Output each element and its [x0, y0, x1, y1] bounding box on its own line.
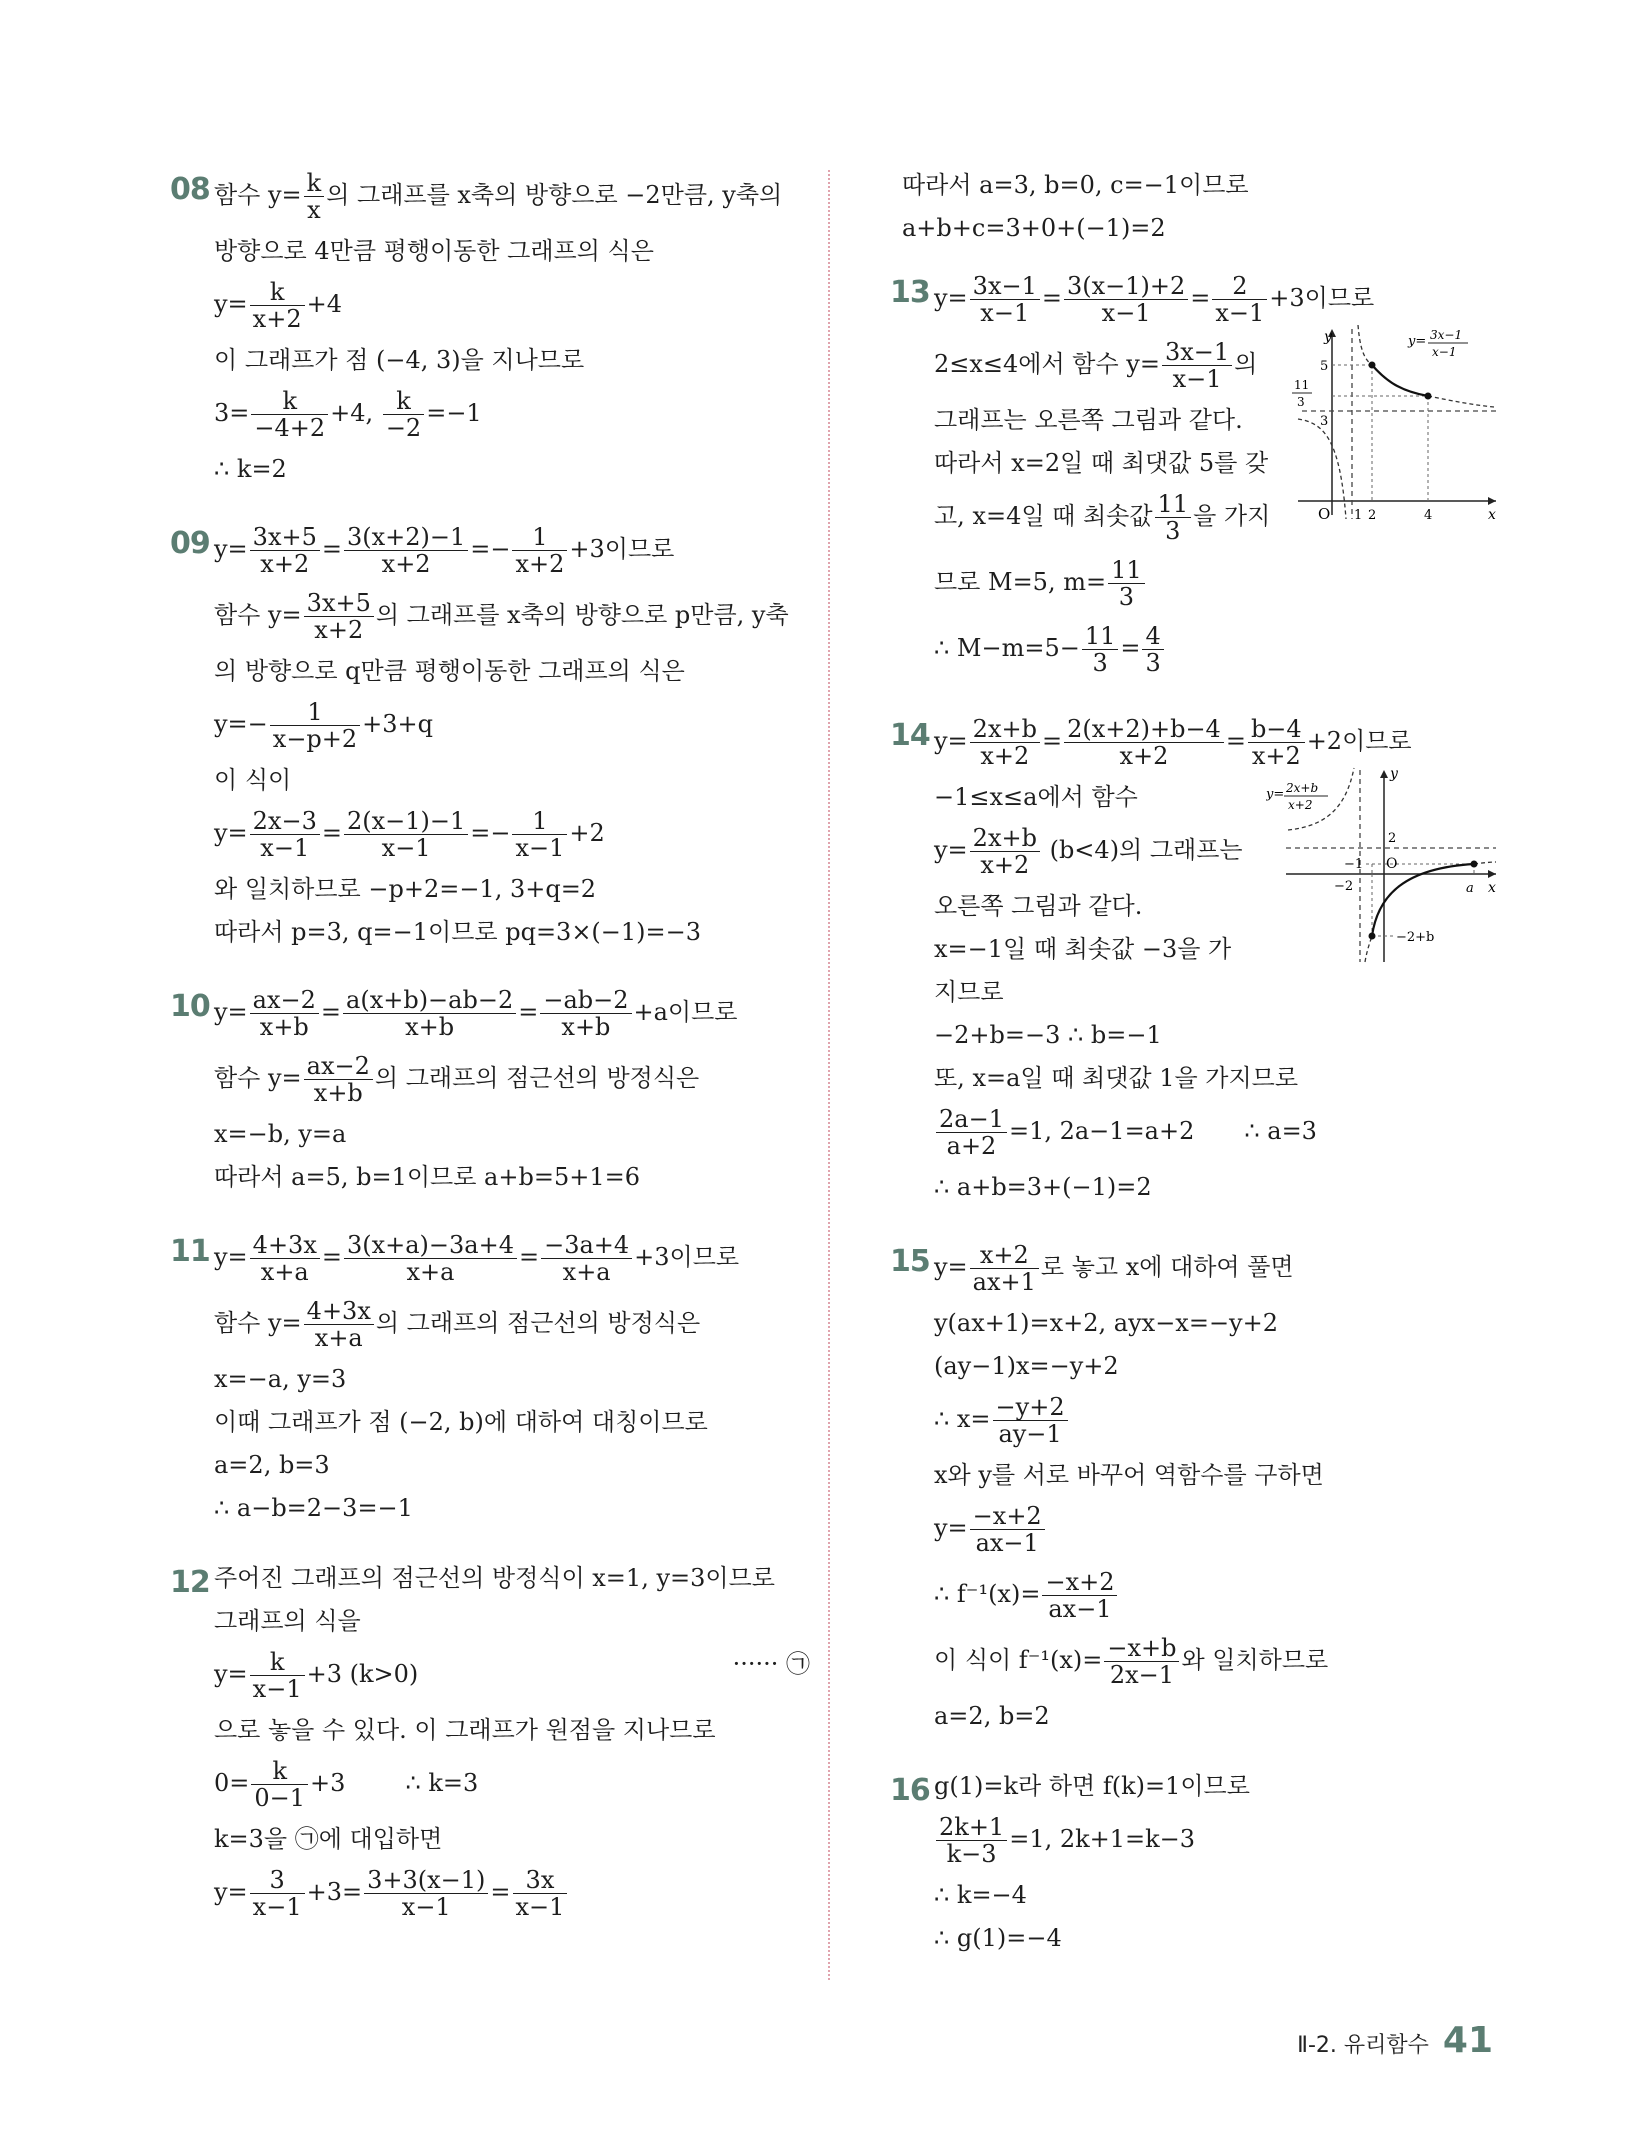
- section-label: Ⅱ-2. 유리함수: [1297, 2033, 1429, 2058]
- solution-line: x와 y를 서로 바꾸어 역함수를 구하면: [934, 1461, 1324, 1489]
- solution-line: −1≤x≤a에서 함수: [934, 783, 1138, 811]
- svg-text:O: O: [1386, 856, 1398, 872]
- left-column: [170, 170, 810, 1960]
- solution-line: 주어진 그래프의 점근선의 방정식이 x=1, y=3이므로: [214, 1564, 775, 1592]
- svg-text:1: 1: [1354, 508, 1363, 523]
- equation-tag: ······ ㉠: [732, 1650, 810, 1678]
- problem-16: [890, 1771, 1500, 1953]
- solution-line: 따라서 x=2일 때 최댓값 5를 갖: [934, 449, 1269, 477]
- right-column: [890, 170, 1500, 1993]
- fraction: $\frac{k}{x}$: [304, 170, 325, 223]
- svg-text:y: y: [1390, 766, 1398, 782]
- svg-text:2x+b: 2x+b: [1286, 781, 1319, 795]
- solution-line: 함수 y= $\frac{k}{x}$ 의 그래프를 x축의 방향으로 −2만큼, y축의: [214, 169, 783, 224]
- svg-text:5: 5: [1320, 359, 1329, 374]
- problem-15: [890, 1242, 1500, 1731]
- svg-text:a: a: [1466, 881, 1474, 896]
- curve-dash-lower: [1365, 936, 1372, 962]
- solution-line: ∴ M−m=5− $\frac{11}{3}$ = $\frac{4}{3}$: [934, 623, 1500, 676]
- problem-number: 13: [890, 275, 930, 310]
- problem-number: 11: [170, 1234, 210, 1269]
- solution-line: 또, x=a일 때 최댓값 1을 가지므로: [934, 1064, 1299, 1092]
- curve-dash-right: [1428, 396, 1494, 407]
- problem-08: [170, 170, 810, 484]
- solution-line: 방향으로 4만큼 평행이동한 그래프의 식은: [214, 237, 654, 265]
- solution-line: k=3을 ㉠에 대입하면: [214, 1825, 443, 1853]
- problem-number: 14: [890, 718, 930, 753]
- problem-number: 10: [170, 989, 210, 1024]
- solution-line: 따라서 p=3, q=−1이므로 pq=3×(−1)=−3: [214, 918, 702, 946]
- svg-text:y=: y=: [1266, 787, 1285, 802]
- solution-line: 이 그래프가 점 (−4, 3)을 지나므로: [214, 346, 585, 374]
- solution-line: 따라서 a=3, b=0, c=−1이므로: [902, 171, 1249, 199]
- solution-line: 함수 y= $\frac{4+3x}{x+a}$ 의 그래프의 점근선의 방정식은: [214, 1297, 701, 1352]
- page-footer: [1297, 2020, 1493, 2061]
- solution-line: y=− $\frac{1}{x-p+2}$ +3+q: [214, 698, 434, 753]
- svg-text:x: x: [1488, 880, 1496, 896]
- x-arrow-icon: [1488, 870, 1496, 878]
- solution-line: ∴ k=−4: [934, 1881, 1027, 1909]
- y-arrow-icon: [1380, 770, 1388, 778]
- solution-line: 3= $\frac{k}{-4+2}$ +4, $\frac{k}{-2}$ =−1: [214, 387, 482, 442]
- min-point: [1425, 393, 1432, 400]
- problem-number: 08: [170, 172, 210, 207]
- solution-line: $\frac{2k+1}{k-3}$ =1, 2k+1=k−3: [934, 1814, 1500, 1867]
- solution-line: a+b+c=3+0+(−1)=2: [902, 214, 1166, 242]
- column-divider: [828, 170, 830, 1980]
- solution-line: 으로 놓을 수 있다. 이 그래프가 원점을 지나므로: [214, 1716, 716, 1744]
- solution-line: ∴ f⁻¹(x)= $\frac{-x+2}{ax-1}$: [934, 1569, 1500, 1622]
- min-point: [1369, 933, 1376, 940]
- solution-line: 그래프의 식을: [214, 1607, 361, 1635]
- solution-line: y= $\frac{3x-1}{x-1}$ = $\frac{3(x-1)+2}{x-1}$ = $\frac{2}{x-1}$ +3이므로: [934, 272, 1375, 327]
- svg-text:11: 11: [1294, 378, 1310, 392]
- svg-text:3x−1: 3x−1: [1430, 328, 1463, 342]
- svg-text:2: 2: [1388, 831, 1397, 846]
- problem-number: 12: [170, 1565, 210, 1600]
- solution-line: 0= $\frac{k}{0-1}$ +3 ∴ k=3: [214, 1757, 479, 1812]
- solution-line: 이 식이 f⁻¹(x)= $\frac{-x+b}{2x-1}$ 와 일치하므로: [934, 1634, 1329, 1689]
- solution-line: y= $\frac{k}{x+2}$ +4: [214, 278, 342, 333]
- svg-text:2: 2: [1368, 508, 1377, 523]
- solution-line: −2+b=−3 ∴ b=−1: [934, 1021, 1162, 1049]
- curve-dash-upper: [1358, 325, 1372, 365]
- solution-line: 의 방향으로 q만큼 평행이동한 그래프의 식은: [214, 657, 685, 685]
- solution-line: y= $\frac{-x+2}{ax-1}$: [934, 1503, 1500, 1556]
- svg-text:3: 3: [1320, 414, 1329, 429]
- solution-line: 함수 y= $\frac{3x+5}{x+2}$ 의 그래프를 x축의 방향으로 p만큼, y축: [214, 589, 789, 644]
- solution-line: 따라서 a=5, b=1이므로 a+b=5+1=6: [214, 1163, 640, 1191]
- solution-line: 와 일치하므로 −p+2=−1, 3+q=2: [214, 875, 597, 903]
- solution-line: ∴ x= $\frac{-y+2}{ay-1}$: [934, 1394, 1500, 1447]
- problem-number: 16: [890, 1773, 930, 1808]
- svg-text:3: 3: [1297, 395, 1305, 409]
- problem-12: [170, 1563, 810, 1920]
- problem-09: [170, 524, 810, 947]
- graph-14: [1266, 764, 1498, 964]
- page-number: 41: [1442, 2020, 1493, 2061]
- solution-line: a=2, b=3: [214, 1451, 330, 1479]
- svg-text:x−1: x−1: [1432, 345, 1457, 359]
- solution-line: 2≤x≤4에서 함수 y= $\frac{3x-1}{x-1}$ 의: [934, 338, 1258, 393]
- solution-line: 므로 M=5, m= $\frac{11}{3}$: [934, 557, 1500, 610]
- solution-line: 이 식이: [214, 766, 292, 794]
- svg-text:x+2: x+2: [1288, 798, 1313, 812]
- solution-line: 함수 y= $\frac{ax-2}{x+b}$ 의 그래프의 점근선의 방정식은: [214, 1052, 700, 1107]
- max-point: [1369, 362, 1376, 369]
- svg-text:y: y: [1324, 329, 1332, 345]
- svg-text:−1: −1: [1344, 857, 1364, 872]
- continued-solution: [890, 170, 1500, 243]
- svg-text:y=: y=: [1408, 334, 1427, 349]
- solution-line: y= $\frac{k}{x-1}$ +3 (k>0) ······ ㉠: [214, 1648, 810, 1703]
- solution-line: y= $\frac{4+3x}{x+a}$ = $\frac{3(x+a)-3a+4}{x+a}$ = $\frac{-3a+4}{x+a}$ +3이므로: [214, 1231, 740, 1286]
- solution-line: y= $\frac{3x+5}{x+2}$ = $\frac{3(x+2)-1}{x+2}$ =− $\frac{1}{x+2}$ +3이므로: [214, 523, 675, 578]
- problem-13: [890, 273, 1500, 676]
- curve-segment: [1372, 365, 1428, 396]
- solution-line: y= $\frac{2x-3}{x-1}$ = $\frac{2(x-1)-1}{x-1}$ =− $\frac{1}{x-1}$ +2: [214, 807, 605, 862]
- solution-line: ∴ g(1)=−4: [934, 1924, 1062, 1952]
- solution-line: 고, x=4일 때 최솟값 $\frac{11}{3}$ 을 가지: [934, 490, 1271, 545]
- problem-10: [170, 987, 810, 1192]
- solution-line: y= $\frac{2x+b}{x+2}$ (b<4)의 그래프는: [934, 824, 1243, 879]
- solution-line: y= $\frac{2x+b}{x+2}$ = $\frac{2(x+2)+b-4}{x+2}$ = $\frac{b-4}{x+2}$ +2이므로: [934, 715, 1412, 770]
- solution-line: x=−b, y=a: [214, 1120, 347, 1148]
- curve-segment: [1372, 864, 1474, 936]
- svg-text:−2+b: −2+b: [1396, 930, 1435, 945]
- problem-number: 15: [890, 1244, 930, 1279]
- curve-dash-lower: [1298, 419, 1346, 519]
- solution-line: $\frac{2a-1}{a+2}$ =1, 2a−1=a+2 ∴ a=3: [934, 1106, 1500, 1159]
- solution-line: (ay−1)x=−y+2: [934, 1352, 1119, 1380]
- solution-line: ∴ a−b=2−3=−1: [214, 1494, 413, 1522]
- solution-line: x=−a, y=3: [214, 1365, 347, 1393]
- problem-number: 09: [170, 526, 210, 561]
- solution-line: ∴ a+b=3+(−1)=2: [934, 1173, 1152, 1201]
- solution-line: y= $\frac{3}{x-1}$ +3= $\frac{3+3(x-1)}{x-1}$ = $\frac{3x}{x-1}$: [214, 1867, 810, 1920]
- solution-line: 그래프는 오른쪽 그림과 같다.: [934, 406, 1243, 434]
- solution-line: 이때 그래프가 점 (−2, b)에 대하여 대칭이므로: [214, 1408, 708, 1436]
- solution-line: ∴ k=2: [214, 455, 287, 483]
- solution-line: 지므로: [934, 978, 1004, 1006]
- svg-text:x: x: [1488, 507, 1496, 523]
- svg-text:−2: −2: [1334, 879, 1354, 894]
- solution-line: a=2, b=2: [934, 1702, 1050, 1730]
- svg-text:O: O: [1318, 505, 1331, 523]
- graph-13: [1288, 323, 1498, 523]
- max-point: [1471, 861, 1478, 868]
- solution-line: y= $\frac{ax-2}{x+b}$ = $\frac{a(x+b)-ab-2}{x+b}$ = $\frac{-ab-2}{x+b}$ +a이므로: [214, 986, 738, 1041]
- problem-11: [170, 1232, 810, 1523]
- solution-line: 오른쪽 그림과 같다.: [934, 892, 1143, 920]
- svg-text:4: 4: [1424, 508, 1433, 523]
- solution-line: g(1)=k라 하면 f(k)=1이므로: [934, 1772, 1250, 1800]
- problem-14: [890, 716, 1500, 1202]
- solution-line: y(ax+1)=x+2, ayx−x=−y+2: [934, 1309, 1278, 1337]
- x-arrow-icon: [1488, 497, 1496, 505]
- solution-line: x=−1일 때 최솟값 −3을 가: [934, 935, 1232, 963]
- solution-line: y= $\frac{x+2}{ax+1}$ 로 놓고 x에 대하여 풀면: [934, 1241, 1294, 1296]
